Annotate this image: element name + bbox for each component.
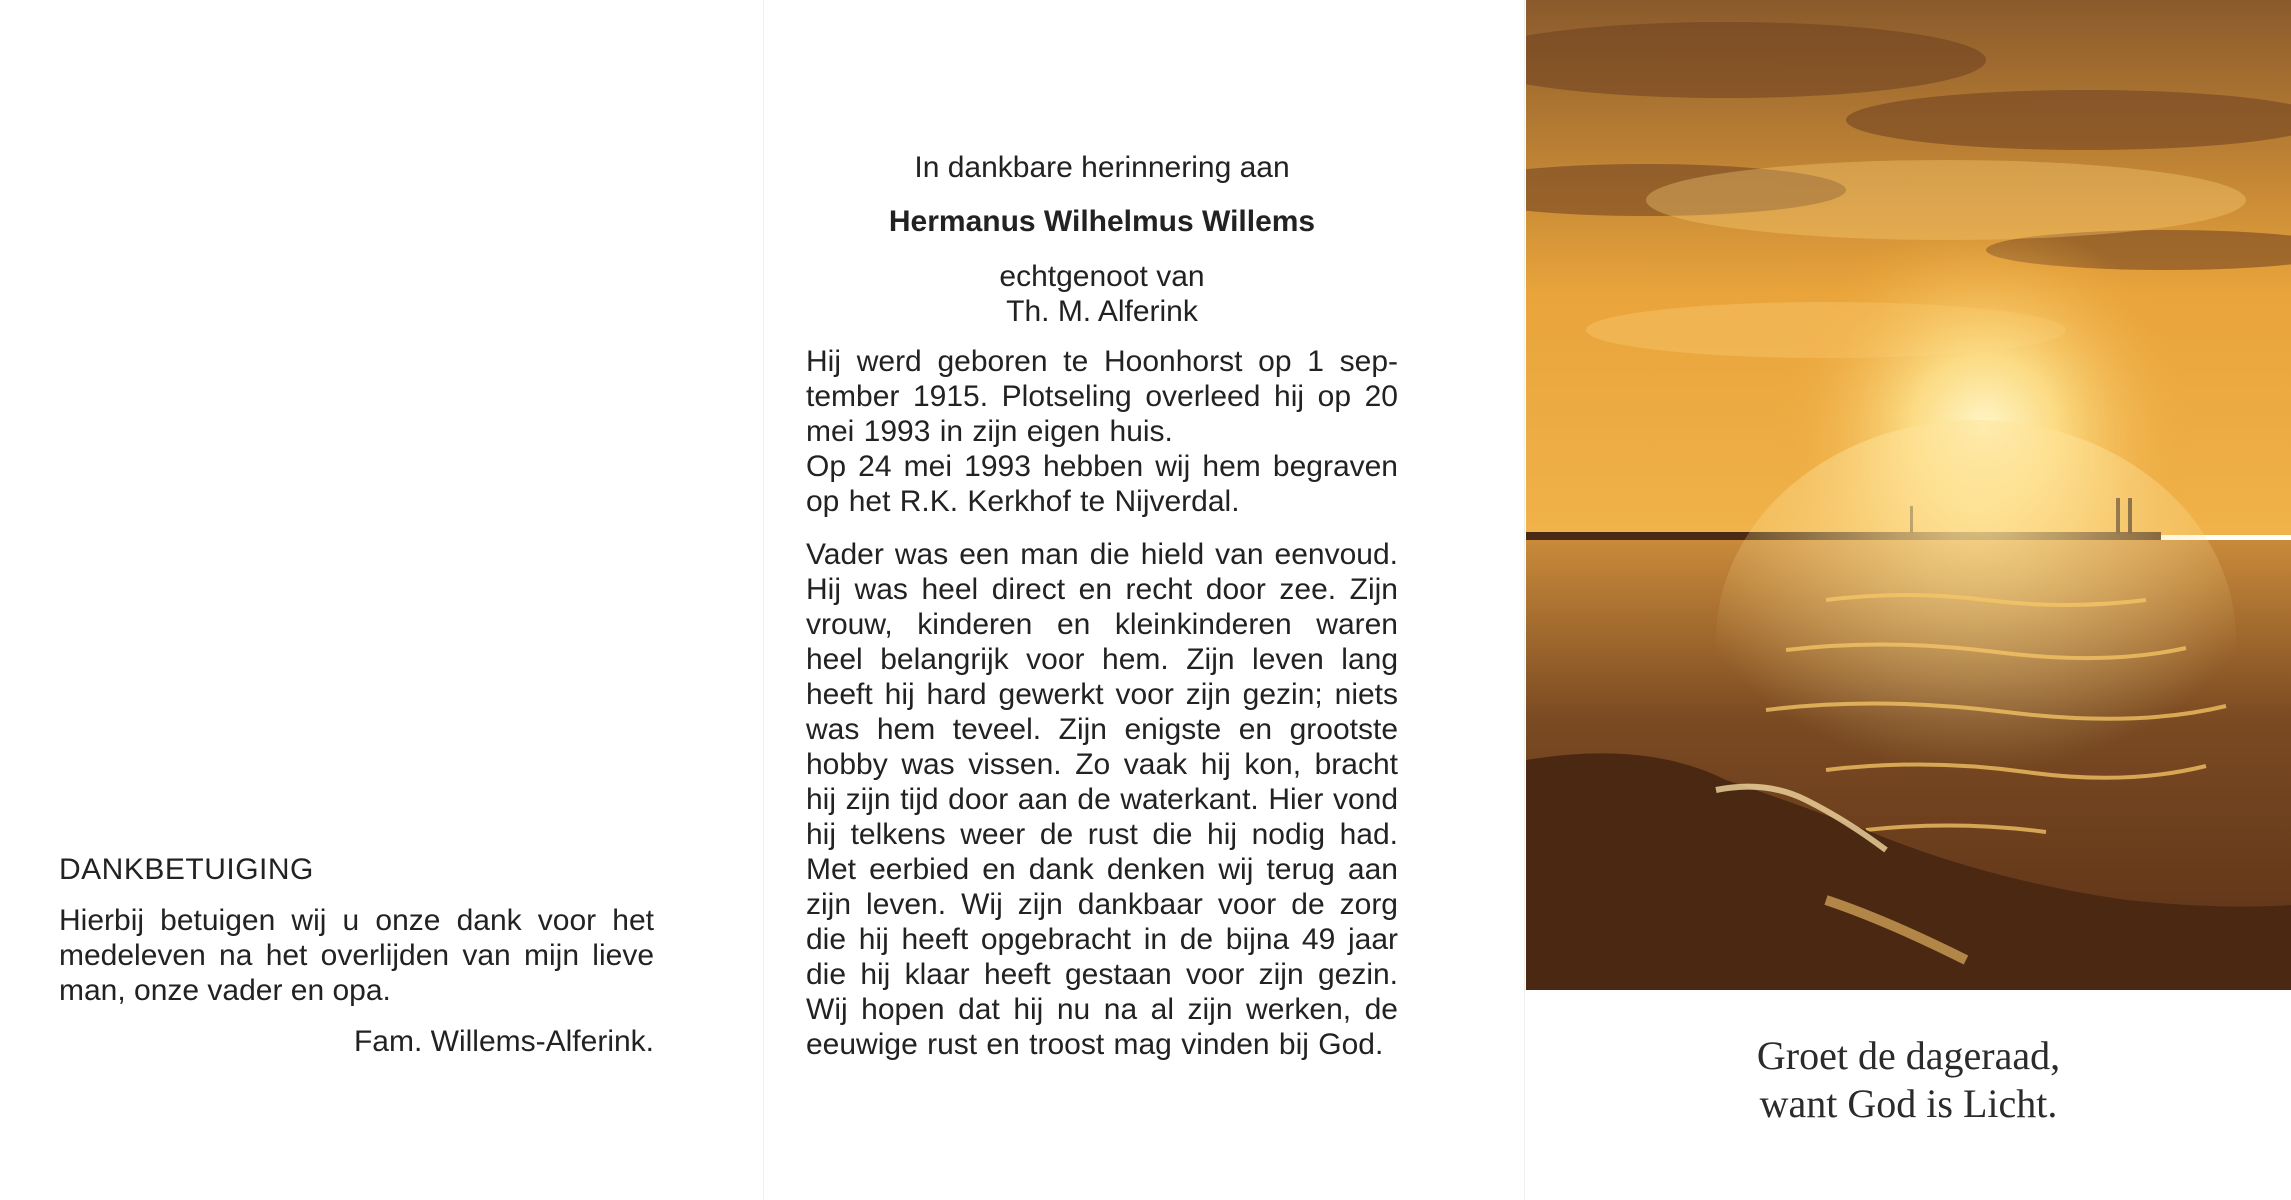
sunset-photo xyxy=(1526,0,2291,990)
thanks-section xyxy=(59,852,654,1059)
burial-text: Op 24 mei 1993 hebben wij hem begraven op het R.K. Kerkhof te Nijverdal. xyxy=(806,450,1398,518)
thanks-body: Hierbij betuigen wij u onze dank voor het medeleven na het overlijden van mijn lieve man, onze vader en opa. xyxy=(59,904,654,1007)
spouse-label: echtgenoot van xyxy=(999,260,1205,293)
birth-death-text: Hij werd geboren te Hoonhorst op 1 sep-tember 1915. Plotseling overleed hij op 20 mei 1993 in zijn eigen huis. xyxy=(806,345,1398,448)
sunset-image xyxy=(1526,0,2291,990)
thanks-signature: Fam. Willems-Alferink. xyxy=(353,1025,654,1058)
memorial-section xyxy=(806,150,1398,1080)
fold-line-right xyxy=(1524,0,1525,1200)
verse-line-1: Groet de dageraad, xyxy=(1756,1033,2061,1078)
fold-line-left xyxy=(763,0,764,1200)
deceased-name: Hermanus Wilhelmus Willems xyxy=(888,205,1316,238)
verse xyxy=(1526,1032,2291,1128)
verse-line-2: want God is Licht. xyxy=(1759,1081,2058,1126)
thanks-heading: DANKBETUIGING xyxy=(59,853,314,886)
spouse-name: Th. M. Alferink xyxy=(1006,295,1198,328)
memorial-intro: In dankbare herinnering aan xyxy=(914,151,1290,184)
tribute-paragraph: Vader was een man die hield van eenvoud. Hij was heel direct en recht door zee. Zijn vrouw, kinderen en kleinkinderen waren heel belangrijk voor hem. Zijn leven lang heeft hij hard gewerkt voor zijn gezin; niets was hem teveel. Zijn enigste en grootste hobby was vissen. Zo vaak hij kon, bracht hij zijn tijd door aan de waterkant. Hier vond hij telkens weer de rust die hij nodig had. Met eerbied en dank denken wij terug aan zijn leven. Wij zijn dankbaar voor de zorg die hij heeft opgebracht in de bijna 49 jaar die hij klaar heeft gestaan voor zijn gezin. Wij hopen dat hij nu na al zijn werken, de eeuwige rust en troost mag vinden bij God. xyxy=(806,538,1398,1061)
life-facts-paragraph xyxy=(806,344,1398,519)
